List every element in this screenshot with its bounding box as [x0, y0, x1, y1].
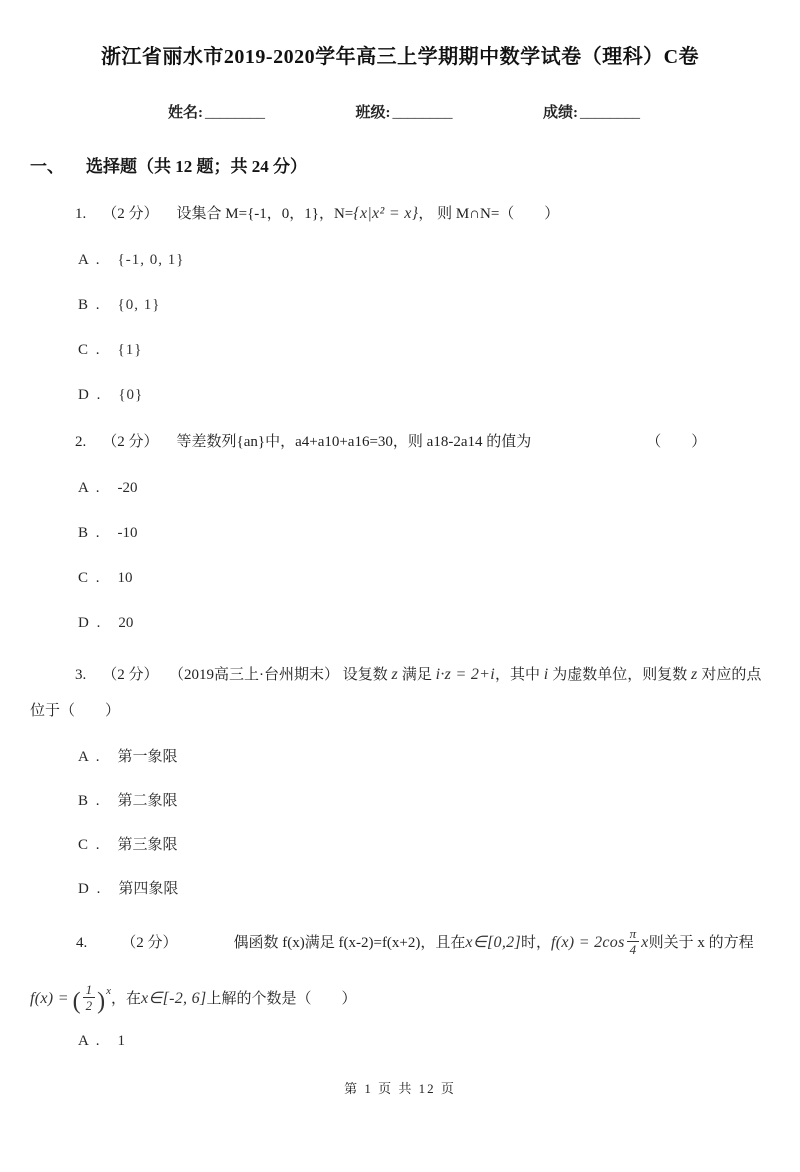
question-3-stem [30, 657, 774, 729]
stem-text: 时， [520, 935, 551, 951]
math-i: i [543, 666, 549, 683]
option-row-b [78, 523, 800, 543]
exam-page [0, 40, 800, 1172]
stem-text: 设复数 [339, 667, 392, 683]
math-pow-prefix: f(x) = [30, 990, 69, 1007]
option-label: C . [78, 837, 102, 853]
question-score: （2 分） [102, 434, 159, 450]
stem-text: 则关于 x 的方程 [648, 935, 754, 951]
stem-text: ，其中 [495, 667, 544, 683]
math-equation: i·z = 2+i [435, 666, 495, 683]
left-paren: ( [72, 988, 81, 1015]
option-row-c [78, 568, 800, 588]
section-heading [30, 152, 800, 177]
question-1-options [78, 250, 800, 405]
stem-text: ，在 [110, 991, 141, 1007]
math-set-formula: {x|x² = x} [353, 205, 419, 222]
page-title: 浙江省丽水市2019-2020学年高三上学期期中数学试卷（理科）C卷 [100, 46, 700, 68]
question-4-stem [30, 919, 774, 1025]
question-score: （2 分） [102, 206, 159, 222]
question-2-options [78, 478, 800, 633]
fraction-denominator: 4 [629, 942, 637, 958]
option-row-a [78, 250, 800, 270]
option-value: -20 [117, 480, 138, 496]
question-source: （2019高三上·台州期末） [176, 667, 340, 683]
math-z: z [391, 666, 399, 683]
math-cos-prefix: f(x) = 2cos [551, 934, 625, 951]
option-label: A . [78, 1033, 102, 1050]
option-row-d [78, 613, 800, 633]
option-row-a [78, 478, 800, 498]
class-field [356, 101, 453, 122]
option-label: C . [78, 570, 102, 586]
stem-text: 设集合 M={-1，0，1}，N= [176, 206, 354, 222]
option-label: B . [78, 297, 102, 313]
fraction-1-over-2 [83, 983, 96, 1013]
option-label: B . [78, 525, 102, 541]
score-label: 成绩: [543, 105, 578, 121]
fraction-pi-over-4 [627, 927, 640, 957]
stem-text: 为虚数单位，则复数 [548, 667, 692, 683]
question-number: 4. [76, 935, 88, 951]
option-label: D . [78, 615, 103, 631]
fraction-numerator: π [627, 927, 640, 943]
option-label: D . [78, 881, 103, 897]
class-label: 班级: [355, 105, 391, 121]
stem-text: 满足 [398, 667, 436, 683]
option-label: A . [78, 252, 102, 268]
question-4-options [78, 1031, 800, 1051]
section-number: 一、 [30, 157, 64, 176]
option-value: -10 [117, 525, 138, 541]
page-footer: 第 1 页 共 12 页 [344, 1081, 456, 1096]
fraction-denominator: 2 [85, 998, 93, 1014]
option-row-a [78, 747, 800, 767]
stem-text: 等差数列{an}中，a4+a10+a16=30，则 a18-2a14 的值为 [176, 434, 532, 450]
question-2-stem [30, 431, 774, 453]
question-3-options [78, 747, 800, 899]
question-score: （2 分） [121, 935, 178, 951]
option-value: 第四象限 [118, 881, 179, 897]
question-score: （2 分） [102, 667, 159, 683]
stem-text: 对应的点位于（ ） [30, 667, 762, 719]
student-fields [168, 101, 640, 122]
option-value: 20 [118, 615, 134, 631]
superscript-x: x [106, 985, 111, 997]
option-value: 第一象限 [117, 749, 178, 765]
question-number: 2. [75, 434, 87, 450]
option-value: 第三象限 [117, 837, 178, 853]
option-value: 10 [117, 570, 133, 586]
math-z: z [691, 666, 698, 683]
option-label: C . [78, 342, 102, 358]
option-row-b [78, 295, 800, 315]
option-value: {0, 1} [117, 297, 161, 313]
name-field [168, 101, 265, 122]
right-paren: ) [97, 988, 106, 1015]
class-blank: ________ [392, 105, 453, 121]
option-label: D . [78, 387, 103, 403]
option-row-a [78, 1031, 800, 1051]
question-1-stem [30, 203, 774, 225]
math-cos-suffix: x [641, 934, 649, 951]
name-label: 姓名: [168, 105, 203, 121]
option-value: {0} [118, 387, 144, 403]
option-row-d [78, 879, 800, 899]
option-row-c [78, 835, 800, 855]
score-blank: ________ [580, 105, 640, 121]
section-title: 选择题（共 12 题；共 24 分） [86, 157, 307, 176]
stem-text: 上解的个数是（ ） [206, 991, 357, 1007]
option-label: A . [78, 749, 102, 765]
option-label: A . [78, 480, 102, 496]
option-value: 1 [117, 1033, 126, 1050]
math-domain-2: x∈[-2, 6] [140, 990, 207, 1007]
option-value: {-1, 0, 1} [117, 252, 185, 268]
math-domain-1: x∈[0,2] [465, 934, 521, 951]
option-value: 第二象限 [117, 793, 178, 809]
option-row-d [78, 385, 800, 405]
stem-text: ， 则 M∩N=（ ） [418, 206, 560, 222]
question-number: 1. [75, 206, 87, 222]
answer-bracket: （ ） [646, 434, 707, 450]
fraction-numerator: 1 [83, 983, 96, 999]
option-row-c [78, 340, 800, 360]
score-field [543, 101, 640, 122]
option-row-b [78, 791, 800, 811]
stem-text: 偶函数 f(x)满足 f(x-2)=f(x+2)，且在 [233, 935, 466, 951]
option-value: {1} [117, 342, 143, 358]
question-number: 3. [75, 667, 87, 683]
name-blank: ________ [205, 105, 265, 121]
option-label: B . [78, 793, 102, 809]
